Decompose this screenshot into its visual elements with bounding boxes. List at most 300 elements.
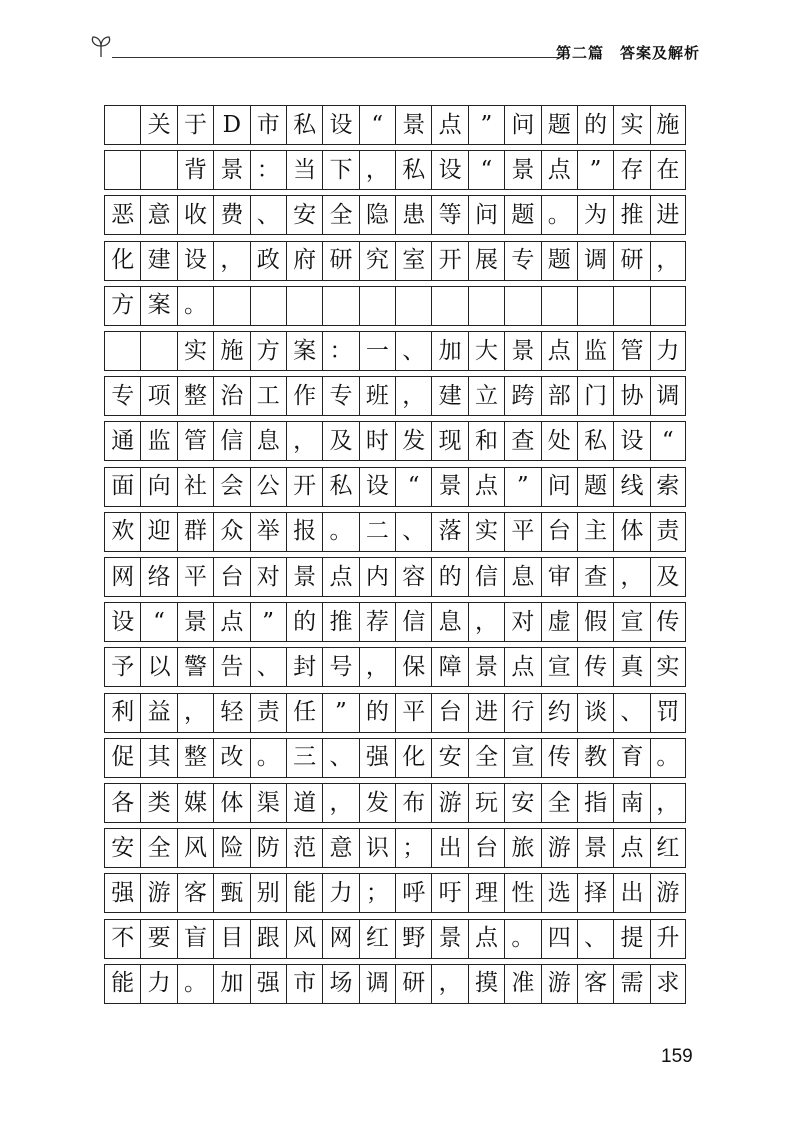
grid-cell: 虚 (541, 603, 577, 641)
grid-row (104, 512, 686, 552)
grid-cell: 改 (213, 739, 249, 777)
grid-cell (577, 287, 613, 325)
grid-cell: “ (140, 603, 176, 641)
grid-cell: 于 (177, 106, 213, 144)
grid-cell: 。 (541, 196, 577, 234)
grid-cell: 号 (322, 648, 358, 686)
grid-cell: 项 (140, 377, 176, 415)
grid-cell: 的 (359, 694, 395, 732)
grid-cell: “ (359, 106, 395, 144)
grid-cell: 施 (213, 332, 249, 370)
grid-row (104, 647, 686, 687)
grid-cell: 景 (286, 558, 322, 596)
grid-cell: 面 (104, 468, 140, 506)
grid-cell: 信 (213, 422, 249, 460)
grid-cell: 究 (359, 242, 395, 280)
grid-cell: 点 (213, 603, 249, 641)
grid-cell: 宣 (541, 648, 577, 686)
grid-cell: 跨 (504, 377, 540, 415)
grid-cell (322, 287, 358, 325)
grid-cell: ， (286, 422, 322, 460)
grid-cell: 力 (650, 332, 686, 370)
grid-cell: 、 (395, 513, 431, 551)
grid-cell: 公 (250, 468, 286, 506)
grid-cell: 不 (104, 920, 140, 958)
grid-cell: 教 (577, 739, 613, 777)
grid-cell: 方 (250, 332, 286, 370)
grid-cell: 题 (541, 106, 577, 144)
grid-cell: ” (322, 694, 358, 732)
grid-cell: 台 (468, 829, 504, 867)
grid-cell: 实 (177, 332, 213, 370)
grid-cell: 罚 (650, 694, 686, 732)
grid-cell: ： (322, 332, 358, 370)
grid-cell: ， (613, 558, 649, 596)
grid-cell: 专 (504, 242, 540, 280)
grid-cell: 景 (431, 468, 467, 506)
grid-cell (104, 106, 140, 144)
grid-cell: 欢 (104, 513, 140, 551)
grid-cell: 求 (650, 965, 686, 1003)
grid-cell: 为 (577, 196, 613, 234)
grid-cell (613, 287, 649, 325)
grid-cell: 举 (250, 513, 286, 551)
grid-cell: 游 (650, 874, 686, 912)
grid-cell (286, 287, 322, 325)
grid-cell: 专 (104, 377, 140, 415)
grid-cell: 宣 (613, 603, 649, 641)
grid-row (104, 241, 686, 281)
grid-cell: 背 (177, 151, 213, 189)
grid-cell: 在 (650, 151, 686, 189)
grid-cell: 二 (359, 513, 395, 551)
grid-row (104, 286, 686, 326)
grid-cell: 台 (213, 558, 249, 596)
grid-cell: 场 (322, 965, 358, 1003)
grid-cell: 安 (504, 784, 540, 822)
grid-cell: 息 (504, 558, 540, 596)
grid-row (104, 783, 686, 823)
grid-cell: ， (359, 648, 395, 686)
grid-cell: 吁 (431, 874, 467, 912)
page-header (90, 30, 710, 70)
grid-cell: 专 (322, 377, 358, 415)
grid-cell: 的 (286, 603, 322, 641)
grid-row (104, 557, 686, 597)
grid-cell: 出 (431, 829, 467, 867)
grid-cell: 点 (613, 829, 649, 867)
grid-cell: 协 (613, 377, 649, 415)
grid-cell: ， (395, 377, 431, 415)
grid-cell: 别 (250, 874, 286, 912)
grid-cell: 展 (468, 242, 504, 280)
grid-cell: 调 (650, 377, 686, 415)
grid-cell: 市 (250, 106, 286, 144)
grid-cell: 摸 (468, 965, 504, 1003)
grid-cell: “ (650, 422, 686, 460)
grid-cell: 实 (613, 106, 649, 144)
grid-cell: 点 (541, 332, 577, 370)
grid-cell: 风 (177, 829, 213, 867)
grid-cell (213, 287, 249, 325)
grid-cell: 景 (468, 648, 504, 686)
grid-cell: 景 (577, 829, 613, 867)
grid-cell: 指 (577, 784, 613, 822)
grid-cell: 开 (286, 468, 322, 506)
grid-cell (250, 287, 286, 325)
grid-cell: 出 (613, 874, 649, 912)
grid-cell: 私 (577, 422, 613, 460)
grid-cell: 管 (613, 332, 649, 370)
grid-cell: 全 (468, 739, 504, 777)
grid-cell: 落 (431, 513, 467, 551)
grid-cell: 意 (140, 196, 176, 234)
grid-cell: 准 (504, 965, 540, 1003)
grid-cell: 景 (213, 151, 249, 189)
grid-cell: 实 (468, 513, 504, 551)
grid-cell: D (213, 106, 249, 144)
grid-cell: 能 (286, 874, 322, 912)
grid-cell: 。 (177, 965, 213, 1003)
grid-cell: 景 (431, 920, 467, 958)
grid-cell: 游 (541, 829, 577, 867)
grid-cell: 点 (504, 648, 540, 686)
grid-cell: 景 (395, 106, 431, 144)
grid-cell: 网 (322, 920, 358, 958)
grid-cell: 体 (213, 784, 249, 822)
grid-cell: 平 (395, 694, 431, 732)
grid-cell: 群 (177, 513, 213, 551)
grid-cell: 网 (104, 558, 140, 596)
grid-row (104, 693, 686, 733)
grid-cell: 患 (395, 196, 431, 234)
grid-cell: 众 (213, 513, 249, 551)
grid-row (104, 467, 686, 507)
grid-cell: 约 (541, 694, 577, 732)
grid-cell: 力 (140, 965, 176, 1003)
grid-cell: 责 (250, 694, 286, 732)
grid-cell: ” (468, 106, 504, 144)
grid-cell: 设 (613, 422, 649, 460)
grid-cell: 游 (431, 784, 467, 822)
grid-cell: 关 (140, 106, 176, 144)
grid-cell: 方 (104, 287, 140, 325)
grid-cell: 问 (468, 196, 504, 234)
grid-cell: ， (468, 603, 504, 641)
grid-cell: 警 (177, 648, 213, 686)
grid-cell: 景 (504, 151, 540, 189)
grid-cell: 险 (213, 829, 249, 867)
grid-cell: ： (250, 151, 286, 189)
grid-cell: 红 (359, 920, 395, 958)
grid-cell (104, 332, 140, 370)
grid-cell: 传 (577, 648, 613, 686)
grid-cell: 题 (541, 242, 577, 280)
grid-cell: 的 (577, 106, 613, 144)
grid-cell (140, 332, 176, 370)
grid-cell: 告 (213, 648, 249, 686)
grid-cell: 立 (468, 377, 504, 415)
grid-cell: 市 (286, 965, 322, 1003)
grid-cell (104, 151, 140, 189)
grid-cell: ， (431, 965, 467, 1003)
grid-row (104, 919, 686, 959)
grid-cell: 、 (250, 648, 286, 686)
grid-cell: 强 (250, 965, 286, 1003)
grid-cell: 红 (650, 829, 686, 867)
grid-cell: 调 (359, 965, 395, 1003)
grid-cell: 。 (504, 920, 540, 958)
grid-cell: 任 (286, 694, 322, 732)
grid-cell: 私 (286, 106, 322, 144)
grid-cell: 主 (577, 513, 613, 551)
grid-cell: 利 (104, 694, 140, 732)
grid-cell: 整 (177, 377, 213, 415)
grid-cell: 络 (140, 558, 176, 596)
grid-row (104, 331, 686, 371)
grid-cell: 设 (322, 106, 358, 144)
grid-cell: 当 (286, 151, 322, 189)
grid-cell: 促 (104, 739, 140, 777)
grid-cell: 时 (359, 422, 395, 460)
grid-cell: 盲 (177, 920, 213, 958)
grid-cell: 、 (250, 196, 286, 234)
grid-cell: 施 (650, 106, 686, 144)
grid-cell: 问 (541, 468, 577, 506)
grid-cell: 点 (541, 151, 577, 189)
grid-cell: 线 (613, 468, 649, 506)
grid-cell: ； (395, 829, 431, 867)
grid-cell: 点 (322, 558, 358, 596)
grid-cell: 平 (177, 558, 213, 596)
grid-cell: 开 (431, 242, 467, 280)
grid-row (104, 828, 686, 868)
grid-cell: 及 (322, 422, 358, 460)
grid-cell: “ (468, 151, 504, 189)
grid-row (104, 602, 686, 642)
grid-cell: 强 (359, 739, 395, 777)
grid-cell: 强 (104, 874, 140, 912)
grid-cell: 行 (504, 694, 540, 732)
grid-cell: ， (177, 694, 213, 732)
grid-cell: 息 (431, 603, 467, 641)
grid-cell: 传 (541, 739, 577, 777)
grid-cell: 真 (613, 648, 649, 686)
grid-cell: 南 (613, 784, 649, 822)
grid-cell: ， (650, 784, 686, 822)
grid-cell: 府 (286, 242, 322, 280)
grid-cell: 通 (104, 422, 140, 460)
grid-cell: 甄 (213, 874, 249, 912)
grid-cell: 全 (140, 829, 176, 867)
grid-cell: ， (213, 242, 249, 280)
grid-cell: 升 (650, 920, 686, 958)
grid-cell: 。 (177, 287, 213, 325)
grid-cell: 游 (140, 874, 176, 912)
grid-cell: ， (650, 242, 686, 280)
grid-row (104, 195, 686, 235)
grid-cell (650, 287, 686, 325)
grid-cell: 推 (322, 603, 358, 641)
grid-cell: 费 (213, 196, 249, 234)
grid-cell: 监 (577, 332, 613, 370)
grid-cell: 风 (286, 920, 322, 958)
grid-cell: 恶 (104, 196, 140, 234)
grid-cell: 景 (504, 332, 540, 370)
grid-cell: 跟 (250, 920, 286, 958)
grid-cell: 谈 (577, 694, 613, 732)
grid-cell: 范 (286, 829, 322, 867)
grid-cell: 力 (322, 874, 358, 912)
grid-cell: 玩 (468, 784, 504, 822)
grid-cell: 内 (359, 558, 395, 596)
grid-cell: 传 (650, 603, 686, 641)
grid-cell: 安 (104, 829, 140, 867)
grid-cell: 意 (322, 829, 358, 867)
grid-cell: 媒 (177, 784, 213, 822)
grid-cell: ， (359, 151, 395, 189)
grid-cell: 选 (541, 874, 577, 912)
grid-cell: 呼 (395, 874, 431, 912)
grid-cell: ， (322, 784, 358, 822)
grid-cell: 、 (613, 694, 649, 732)
grid-cell: 封 (286, 648, 322, 686)
grid-cell: 对 (250, 558, 286, 596)
grid-cell: 点 (468, 920, 504, 958)
grid-cell: 、 (395, 332, 431, 370)
grid-cell: 私 (322, 468, 358, 506)
grid-cell: 发 (359, 784, 395, 822)
grid-cell: 台 (541, 513, 577, 551)
grid-cell: 渠 (250, 784, 286, 822)
grid-row (104, 873, 686, 913)
grid-cell: 。 (322, 513, 358, 551)
grid-cell: 研 (613, 242, 649, 280)
grid-cell: 报 (286, 513, 322, 551)
grid-cell: 平 (504, 513, 540, 551)
grid-cell: 会 (213, 468, 249, 506)
grid-cell: 实 (650, 648, 686, 686)
grid-cell: 设 (104, 603, 140, 641)
grid-cell: 其 (140, 739, 176, 777)
grid-cell: 加 (213, 965, 249, 1003)
grid-cell: 及 (650, 558, 686, 596)
grid-cell: 景 (177, 603, 213, 641)
grid-cell: 进 (468, 694, 504, 732)
grid-cell: 工 (250, 377, 286, 415)
grid-cell: 责 (650, 513, 686, 551)
grid-cell: 理 (468, 874, 504, 912)
grid-row (104, 421, 686, 461)
grid-cell: 政 (250, 242, 286, 280)
grid-cell: 设 (431, 151, 467, 189)
grid-cell: 问 (504, 106, 540, 144)
grid-cell: “ (395, 468, 431, 506)
grid-cell: 体 (613, 513, 649, 551)
grid-cell: 查 (577, 558, 613, 596)
grid-cell: 等 (431, 196, 467, 234)
grid-row (104, 376, 686, 416)
grid-cell: 性 (504, 874, 540, 912)
grid-cell (359, 287, 395, 325)
grid-cell: 信 (468, 558, 504, 596)
grid-cell (541, 287, 577, 325)
grid-cell: 的 (431, 558, 467, 596)
grid-cell: ” (250, 603, 286, 641)
grid-cell: 类 (140, 784, 176, 822)
grid-cell: 息 (250, 422, 286, 460)
grid-cell: 存 (613, 151, 649, 189)
grid-cell: 作 (286, 377, 322, 415)
grid-cell: 一 (359, 332, 395, 370)
grid-cell: 题 (504, 196, 540, 234)
grid-cell: 四 (541, 920, 577, 958)
grid-cell: 、 (322, 739, 358, 777)
grid-cell: 全 (541, 784, 577, 822)
grid-cell: 布 (395, 784, 431, 822)
grid-cell: 设 (359, 468, 395, 506)
grid-cell: 。 (250, 739, 286, 777)
grid-cell: 下 (322, 151, 358, 189)
grid-cell: 化 (104, 242, 140, 280)
grid-cell: 收 (177, 196, 213, 234)
grid-cell: 需 (613, 965, 649, 1003)
grid-cell: ； (359, 874, 395, 912)
grid-row (104, 738, 686, 778)
grid-cell: 私 (395, 151, 431, 189)
page-number: 159 (661, 1046, 693, 1067)
grid-cell: 假 (577, 603, 613, 641)
grid-cell: 要 (140, 920, 176, 958)
grid-cell: 择 (577, 874, 613, 912)
grid-cell: 研 (322, 242, 358, 280)
grid-cell: 客 (577, 965, 613, 1003)
grid-cell: 。 (650, 739, 686, 777)
grid-cell: 社 (177, 468, 213, 506)
grid-cell: 安 (286, 196, 322, 234)
grid-cell: 建 (431, 377, 467, 415)
grid-cell: 推 (613, 196, 649, 234)
grid-cell: 加 (431, 332, 467, 370)
grid-cell: 三 (286, 739, 322, 777)
grid-cell: 设 (177, 242, 213, 280)
grid-cell: 旅 (504, 829, 540, 867)
grid-row (104, 964, 686, 1004)
grid-row (104, 150, 686, 190)
grid-cell: 审 (541, 558, 577, 596)
header-rule (112, 57, 560, 58)
grid-cell: 研 (395, 965, 431, 1003)
grid-cell: 保 (395, 648, 431, 686)
grid-cell: 索 (650, 468, 686, 506)
grid-cell: 班 (359, 377, 395, 415)
grid-cell: 台 (431, 694, 467, 732)
grid-cell: 游 (541, 965, 577, 1003)
grid-cell: 予 (104, 648, 140, 686)
grid-cell: 轻 (213, 694, 249, 732)
grid-cell: 监 (140, 422, 176, 460)
grid-cell: 容 (395, 558, 431, 596)
grid-cell: 提 (613, 920, 649, 958)
grid-cell: 进 (650, 196, 686, 234)
grid-cell: 点 (468, 468, 504, 506)
grid-cell: 育 (613, 739, 649, 777)
grid-cell: 目 (213, 920, 249, 958)
grid-cell: 门 (577, 377, 613, 415)
grid-cell: ” (577, 151, 613, 189)
grid-cell: 障 (431, 648, 467, 686)
grid-cell: 宣 (504, 739, 540, 777)
